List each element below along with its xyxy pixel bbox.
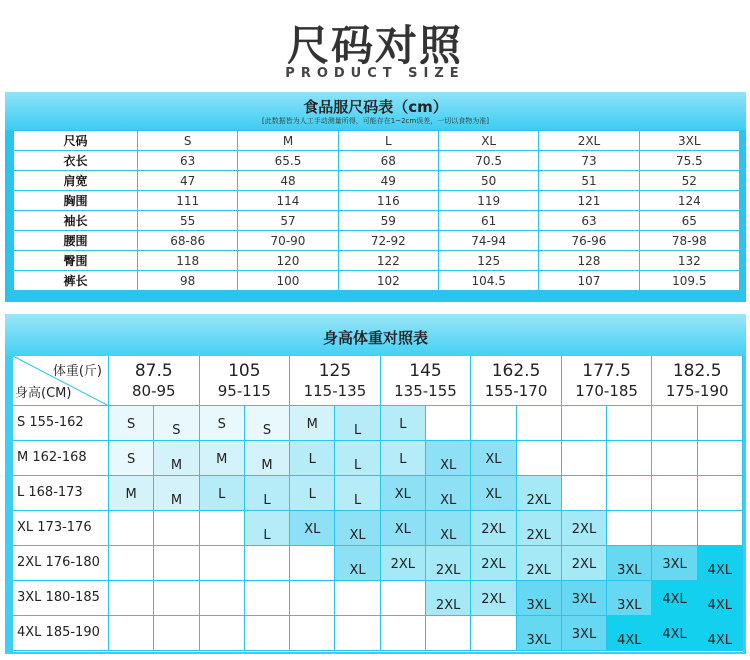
size-cell: XL [426, 441, 471, 476]
size-cell: 2XL [562, 546, 607, 581]
measure-value: 61 [438, 211, 538, 231]
size-table-header [5, 92, 746, 130]
size-cell [607, 441, 652, 476]
measure-value: 121 [539, 191, 639, 211]
measure-value: 76-96 [539, 231, 639, 251]
size-cell [381, 581, 426, 616]
size-table [13, 130, 740, 291]
size-cell: XL [381, 476, 426, 511]
measure-value: 120 [238, 251, 338, 271]
size-cell [607, 476, 652, 511]
measure-value: 111 [138, 191, 238, 211]
height-weight-title: 身高体重对照表 [322, 329, 428, 347]
weight-range: 135-155 [394, 382, 457, 400]
size-cell: L [290, 441, 335, 476]
size-cell: 2XL [471, 546, 516, 581]
measure-value: 47 [138, 171, 238, 191]
height-row-label: 3XL 180-185 [13, 581, 109, 616]
measure-label: 衣长 [14, 151, 138, 171]
size-cell [426, 406, 471, 441]
measure-value: 70-90 [238, 231, 338, 251]
size-cell: M [154, 441, 199, 476]
size-cell [652, 511, 697, 546]
weight-column-header [200, 356, 291, 406]
size-header-cell: L [338, 131, 438, 151]
measure-value: 116 [338, 191, 438, 211]
size-cell: L [381, 441, 426, 476]
size-cell: XL [471, 441, 516, 476]
size-cell: S [109, 406, 154, 441]
table-row [14, 271, 740, 291]
size-cell: 4XL [698, 581, 743, 616]
size-cell [109, 511, 154, 546]
height-row-label: 4XL 185-190 [13, 616, 109, 651]
size-cell: L [335, 441, 380, 476]
size-cell: L [335, 476, 380, 511]
size-table-title: 食品服尺码表（cm） [303, 98, 448, 116]
size-table-panel [5, 92, 746, 302]
size-cell [652, 476, 697, 511]
measure-value: 68-86 [138, 231, 238, 251]
size-cell: XL [471, 476, 516, 511]
size-cell [154, 511, 199, 546]
size-cell: 3XL [517, 581, 562, 616]
size-cell [290, 546, 335, 581]
weight-value: 177.5 [582, 361, 631, 381]
size-cell [652, 406, 697, 441]
size-cell: 2XL [517, 546, 562, 581]
measure-value: 68 [338, 151, 438, 171]
weight-value: 162.5 [491, 361, 541, 381]
weight-column-header [471, 356, 562, 406]
height-row-label: L 168-173 [13, 476, 109, 511]
size-header-cell: 3XL [639, 131, 739, 151]
size-header-label: 尺码 [14, 131, 138, 151]
height-axis-label: 身高(CM) [15, 386, 72, 401]
size-cell: XL [290, 511, 335, 546]
size-cell [290, 581, 335, 616]
measure-value: 124 [639, 191, 739, 211]
size-cell: M [154, 476, 199, 511]
measure-value: 65 [639, 211, 739, 231]
weight-range: 155-170 [484, 382, 548, 400]
size-cell: S [200, 406, 245, 441]
measure-value: 118 [138, 251, 238, 271]
measure-label: 袖长 [14, 211, 138, 231]
size-cell: M [245, 441, 290, 476]
size-cell: S [154, 406, 199, 441]
size-cell [200, 546, 245, 581]
size-cell [517, 441, 562, 476]
size-cell: 3XL [607, 581, 652, 616]
page-header [0, 0, 750, 90]
measure-value: 100 [238, 271, 338, 291]
size-cell [471, 406, 516, 441]
size-cell [154, 546, 199, 581]
measure-value: 65.5 [238, 151, 338, 171]
size-cell [562, 476, 607, 511]
measure-label: 臀围 [14, 251, 138, 271]
size-header-cell: S [138, 131, 238, 151]
measure-value: 107 [539, 271, 639, 291]
measure-value: 73 [539, 151, 639, 171]
height-row-label: M 162-168 [13, 441, 109, 476]
size-cell [426, 616, 471, 651]
measure-value: 70.5 [438, 151, 538, 171]
size-cell: 3XL [607, 546, 652, 581]
size-cell [381, 616, 426, 651]
size-cell [200, 581, 245, 616]
measure-value: 109.5 [639, 271, 739, 291]
measure-value: 48 [238, 171, 338, 191]
size-table-note: [此数据皆为人工手动测量所得，可能存在1~2cm误差，一切以食物为准] [262, 117, 489, 125]
measure-value: 57 [238, 211, 338, 231]
size-cell: L [245, 476, 290, 511]
weight-range: 175-190 [665, 382, 729, 400]
measure-label: 裤长 [14, 271, 138, 291]
measure-value: 59 [338, 211, 438, 231]
size-cell [109, 581, 154, 616]
weight-range: 95-115 [217, 382, 271, 400]
size-cell: L [245, 511, 290, 546]
table-row [14, 231, 740, 251]
size-cell: XL [426, 511, 471, 546]
size-cell: XL [426, 476, 471, 511]
size-cell [290, 616, 335, 651]
table-corner [13, 356, 109, 406]
weight-value: 125 [318, 361, 352, 381]
size-header-row [14, 131, 740, 151]
size-cell [562, 441, 607, 476]
measure-value: 98 [138, 271, 238, 291]
measure-value: 125 [438, 251, 538, 271]
size-cell: S [109, 441, 154, 476]
height-weight-header [5, 314, 746, 356]
size-cell: 3XL [517, 616, 562, 651]
size-cell: 3XL [562, 616, 607, 651]
height-row-label: XL 173-176 [13, 511, 109, 546]
weight-column-header [290, 356, 381, 406]
weight-column-header [652, 356, 743, 406]
measure-value: 50 [438, 171, 538, 191]
size-cell: 2XL [517, 511, 562, 546]
size-cell [109, 616, 154, 651]
weight-axis-label: 体重(斤) [52, 364, 102, 379]
measure-label: 腰围 [14, 231, 138, 251]
weight-value: 87.5 [134, 361, 173, 381]
size-cell: M [290, 406, 335, 441]
measure-value: 63 [539, 211, 639, 231]
size-cell [698, 511, 743, 546]
measure-value: 104.5 [438, 271, 538, 291]
size-cell: XL [335, 546, 380, 581]
size-cell: 2XL [517, 476, 562, 511]
weight-range: 170-185 [575, 382, 638, 400]
size-cell: 3XL [562, 581, 607, 616]
measure-value: 72-92 [338, 231, 438, 251]
measure-value: 49 [338, 171, 438, 191]
size-cell: 2XL [562, 511, 607, 546]
size-cell [200, 616, 245, 651]
size-cell [698, 441, 743, 476]
weight-value: 182.5 [672, 361, 722, 381]
measure-value: 52 [639, 171, 739, 191]
measure-value: 119 [438, 191, 538, 211]
table-row [14, 211, 740, 231]
size-cell: XL [381, 511, 426, 546]
table-row [14, 171, 740, 191]
size-cell [698, 406, 743, 441]
size-header-cell: 2XL [539, 131, 639, 151]
size-cell [154, 581, 199, 616]
size-cell [109, 546, 154, 581]
size-cell [607, 406, 652, 441]
measure-value: 55 [138, 211, 238, 231]
size-cell: 2XL [426, 546, 471, 581]
size-cell: 3XL [652, 546, 697, 581]
table-row [14, 151, 740, 171]
weight-range: 115-135 [303, 382, 367, 400]
measure-value: 74-94 [438, 231, 538, 251]
size-cell: 4XL [698, 616, 743, 651]
size-cell [652, 441, 697, 476]
page-subtitle: PRODUCT SIZE [285, 66, 465, 81]
measure-value: 75.5 [639, 151, 739, 171]
measure-label: 肩宽 [14, 171, 138, 191]
weight-value: 105 [228, 361, 261, 381]
measure-label: 胸围 [14, 191, 138, 211]
measure-value: 122 [338, 251, 438, 271]
table-row [14, 251, 740, 271]
size-cell [200, 511, 245, 546]
size-cell: L [335, 406, 380, 441]
size-cell [607, 511, 652, 546]
size-cell: 4XL [652, 616, 697, 651]
measure-value: 114 [238, 191, 338, 211]
table-row [14, 191, 740, 211]
size-cell [245, 546, 290, 581]
size-cell: L [290, 476, 335, 511]
size-cell: 2XL [381, 546, 426, 581]
size-cell [335, 581, 380, 616]
measure-value: 78-98 [639, 231, 739, 251]
size-header-cell: M [238, 131, 338, 151]
measure-value: 132 [639, 251, 739, 271]
size-cell: 4XL [698, 546, 743, 581]
size-cell [517, 406, 562, 441]
size-cell [154, 616, 199, 651]
weight-range: 80-95 [131, 382, 176, 400]
measure-value: 51 [539, 171, 639, 191]
size-cell: L [200, 476, 245, 511]
measure-value: 102 [338, 271, 438, 291]
weight-column-header [109, 356, 200, 406]
size-cell: 2XL [426, 581, 471, 616]
size-cell [245, 616, 290, 651]
size-cell [335, 616, 380, 651]
height-row-label: S 155-162 [13, 406, 109, 441]
height-weight-panel [5, 314, 746, 654]
size-cell: M [109, 476, 154, 511]
size-cell: 4XL [607, 616, 652, 651]
weight-value: 145 [409, 361, 442, 381]
size-cell: 2XL [471, 581, 516, 616]
weight-column-header [562, 356, 653, 406]
size-header-cell: XL [438, 131, 538, 151]
size-cell [471, 616, 516, 651]
size-cell: L [381, 406, 426, 441]
measure-value: 63 [138, 151, 238, 171]
size-cell [698, 476, 743, 511]
size-cell: M [200, 441, 245, 476]
size-cell: 4XL [652, 581, 697, 616]
measure-value: 128 [539, 251, 639, 271]
height-weight-grid [13, 356, 743, 652]
page-title: 尺码对照 [286, 21, 463, 70]
size-cell [245, 581, 290, 616]
height-row-label: 2XL 176-180 [13, 546, 109, 581]
size-cell: XL [335, 511, 380, 546]
weight-column-header [381, 356, 472, 406]
size-cell: S [245, 406, 290, 441]
size-cell: 2XL [471, 511, 516, 546]
size-cell [562, 406, 607, 441]
